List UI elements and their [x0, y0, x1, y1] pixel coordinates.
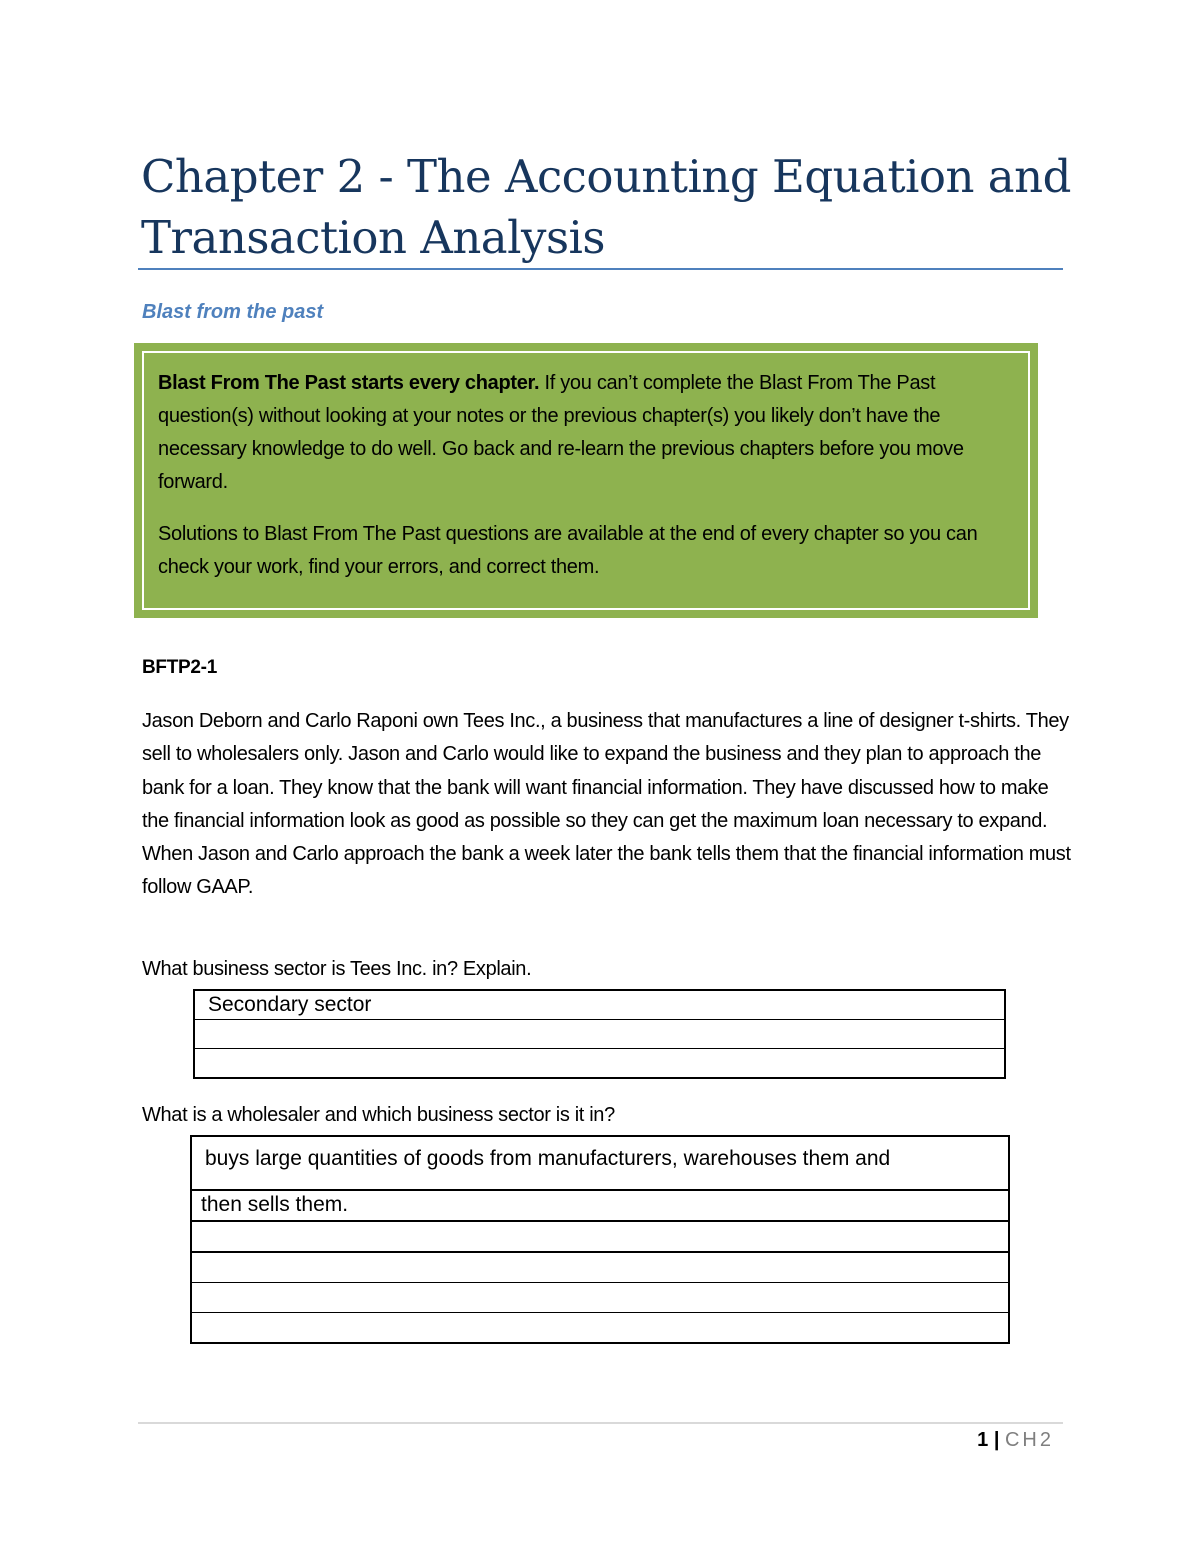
page-title-line-2: Transaction Analysis [141, 211, 606, 264]
answer-2-row [191, 1313, 1009, 1344]
page-title [141, 146, 1071, 268]
chapter-label: CH2 [1004, 1429, 1054, 1451]
callout-paragraph-1-rest: If you can’t complete the Blast From The Past question(s) without looking at your notes or the previous chapter(s) you likely don’t have the necessary knowledge to do well. Go back and re-learn the previous chapters before you move forward. [158, 372, 964, 493]
answer-1-row [194, 1049, 1005, 1079]
answer-2-row [191, 1283, 1009, 1313]
answer-2-line-5[interactable] [191, 1283, 1009, 1313]
section-heading: Blast from the past [142, 301, 324, 323]
footer-divider [138, 1422, 1063, 1424]
answer-1-row [194, 1020, 1005, 1049]
answer-2-row [191, 1190, 1009, 1221]
callout-box [134, 343, 1038, 618]
title-divider [138, 268, 1063, 270]
answer-2-table [190, 1135, 1010, 1344]
answer-2-row [191, 1221, 1009, 1252]
page-footer [977, 1429, 1054, 1452]
question-body: Jason Deborn and Carlo Raponi own Tees Inc., a business that manufactures a line of designer t-shirts. They sell to wholesalers only. Jason and Carlo would like to expand the business and they plan to approach the bank for a loan. They know that the bank will want financial information. They have discussed how to make the financial information look as good as possible so they can get the maximum loan necessary to expand. When Jason and Carlo approach the bank a week later the bank tells them that the financial information must follow GAAP. [142, 710, 1071, 899]
answer-2-line-1[interactable]: buys large quantities of goods from manufacturers, warehouses them and [191, 1136, 1009, 1190]
answer-2-row [191, 1252, 1009, 1283]
question-id: BFTP2-1 [142, 657, 217, 678]
answer-1-row [194, 990, 1005, 1020]
callout-paragraph-1 [158, 367, 1008, 499]
answer-1-line-2[interactable] [194, 1020, 1005, 1049]
answer-1-table [193, 989, 1006, 1079]
footer-separator: | [993, 1429, 1000, 1451]
answer-2-line-6[interactable] [191, 1313, 1009, 1344]
question-1-prompt: What business sector is Tees Inc. in? Explain. [142, 958, 532, 980]
answer-2-line-3[interactable] [191, 1221, 1009, 1252]
question-2-prompt: What is a wholesaler and which business sector is it in? [142, 1104, 615, 1126]
page-number: 1 [977, 1429, 989, 1451]
callout-text [158, 367, 1008, 584]
callout-lead: Blast From The Past starts every chapter. [158, 372, 540, 394]
answer-2-line-2[interactable]: then sells them. [191, 1190, 1009, 1221]
page-title-line-1: Chapter 2 - The Accounting Equation and [141, 150, 1071, 203]
answer-1-line-1[interactable]: Secondary sector [194, 990, 1005, 1020]
callout-paragraph-2: Solutions to Blast From The Past questions are available at the end of every chapter so you can check your work, find your errors, and correct them. [158, 523, 978, 578]
answer-1-line-3[interactable] [194, 1049, 1005, 1079]
answer-2-line-4[interactable] [191, 1252, 1009, 1283]
answer-2-row [191, 1136, 1009, 1190]
